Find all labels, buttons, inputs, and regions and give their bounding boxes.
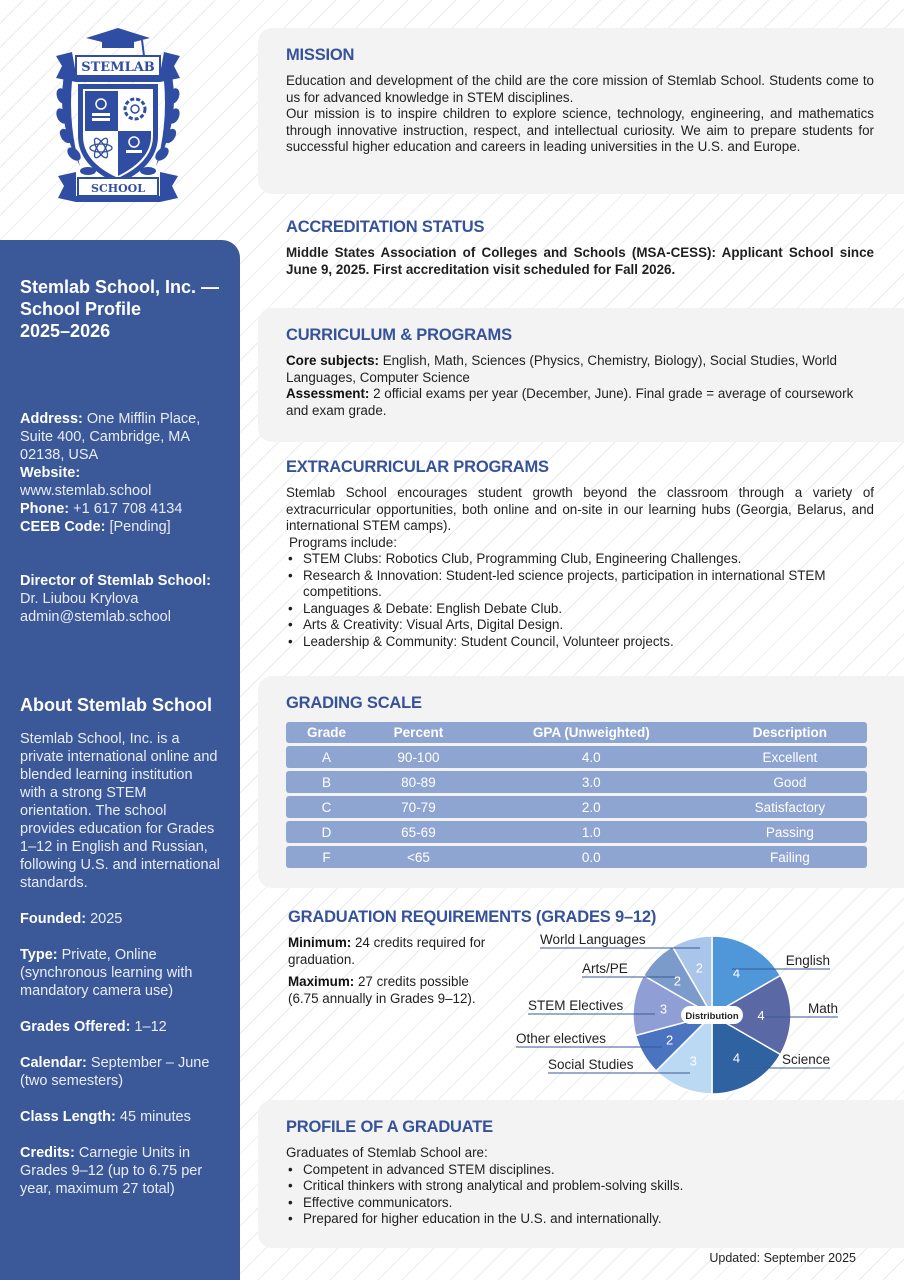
fact-value: Private, Online (synchronous learning with mandatory camera use) — [20, 947, 193, 999]
slice-category-label: Math — [807, 1001, 838, 1016]
assessment-label: Assessment: — [286, 386, 370, 401]
table-cell: 70-79 — [367, 796, 470, 818]
extracurricular-section — [258, 440, 904, 665]
max-value: 27 credits possible (6.75 annually in Grades 9–12). — [288, 974, 476, 1006]
contact-info — [20, 410, 220, 536]
logo-bottom-text: SCHOOL — [91, 182, 145, 195]
fact-label: Class Length: — [20, 1109, 116, 1125]
graduate-profile-section — [258, 1100, 904, 1248]
ceeb-code — [20, 518, 220, 536]
school-logo — [50, 26, 186, 206]
phone-value: +1 617 708 4134 — [73, 501, 183, 517]
min-credits — [288, 935, 488, 968]
section-title: MISSION — [286, 46, 355, 64]
core-value: English, Math, Sciences (Physics, Chemistry, Biology), Social Studies, World Languages, Computer Science — [286, 353, 837, 385]
slice-value-label: 4 — [757, 1008, 765, 1023]
min-label: Minimum: — [288, 935, 352, 950]
profile-title — [20, 276, 220, 342]
fact-item — [20, 1108, 220, 1126]
slice-category-label: English — [785, 953, 830, 968]
section-title: PROFILE OF A GRADUATE — [286, 1118, 493, 1136]
slice-category-label: Social Studies — [548, 1057, 634, 1072]
table-cell: Satisfactory — [713, 796, 867, 818]
table-row — [286, 821, 867, 843]
min-value: 24 credits required for graduation. — [288, 935, 486, 967]
director-info — [20, 572, 220, 626]
list-item: • Research & Innovation: Student-led science projects, participation in international STEM competitions. — [286, 568, 874, 601]
fact-value: Carnegie Units in Grades 9–12 (up to 6.75 per year, maximum 27 total) — [20, 1145, 203, 1197]
address-label: Address: — [20, 411, 83, 427]
section-title: CURRICULUM & PROGRAMS — [286, 326, 512, 344]
table-cell: Good — [713, 771, 867, 793]
phone — [20, 500, 220, 518]
title-line: School Profile — [20, 299, 142, 319]
list-item: • Arts & Creativity: Visual Arts, Digital Design. — [286, 617, 874, 634]
fact-value: September – June (two semesters) — [20, 1055, 210, 1089]
table-row — [286, 771, 867, 793]
about-title: About Stemlab School — [20, 695, 213, 715]
table-cell: 4.0 — [470, 746, 713, 768]
updated-date: Updated: September 2025 — [709, 1251, 856, 1265]
grading-section — [258, 676, 904, 888]
programs-label: Programs include: — [289, 534, 397, 550]
fact-label: Credits: — [20, 1145, 75, 1161]
column-header: GPA (Unweighted) — [470, 722, 713, 743]
table-cell: B — [286, 771, 367, 793]
slice-category-label: STEM Electives — [528, 998, 624, 1013]
table-cell: 1.0 — [470, 821, 713, 843]
fact-value: 2025 — [90, 911, 123, 927]
mission-paragraph: Education and development of the child are the core mission of Stemlab School. Students come to us for advanced knowledge in STEM disciplines. — [286, 73, 874, 105]
fact-item — [20, 1018, 220, 1036]
table-row — [286, 796, 867, 818]
extracurricular-intro: Stemlab School encourages student growth beyond the classroom through a variety of extracurricular opportunities, both online and on-site in our learning hubs (Georgia, Belarus, and international STEM camps). — [286, 485, 874, 533]
logo-top-text: STEMLAB — [81, 60, 155, 75]
list-item: • Effective communicators. — [286, 1195, 874, 1212]
accreditation-text: Middle States Association of Colleges and Schools (MSA-CESS): Applicant School since June 9, 2025. First accreditation visit scheduled for Fall 2026. — [286, 245, 874, 277]
list-item: • Competent in advanced STEM disciplines. — [286, 1162, 874, 1179]
max-label: Maximum: — [288, 974, 355, 989]
fact-label: Calendar: — [20, 1055, 87, 1071]
about-text: Stemlab School, Inc. is a private international online and blended learning institution with a strong STEM orientation. The school provides education for Grades 1–12 in English and Russian, following U.S. and international standards. — [20, 731, 220, 891]
credits-pie-chart — [500, 925, 860, 1100]
table-cell: 65-69 — [367, 821, 470, 843]
title-line: Stemlab School, Inc. — — [20, 277, 220, 297]
profile-intro: Graduates of Stemlab School are: — [286, 1145, 488, 1160]
accreditation-section — [258, 200, 904, 300]
slice-category-label: Other electives — [516, 1031, 607, 1046]
slice-value-label: 4 — [732, 965, 741, 981]
table-row — [286, 746, 867, 768]
mission-paragraph: Our mission is to inspire children to explore science, technology, engineering, and mathematics through innovative instruction, respect, and intellectual curiosity. We aim to prepare students for successful higher education and careers in leading universities in the U.S. and Europe. — [286, 106, 874, 154]
section-title: ACCREDITATION STATUS — [286, 218, 485, 236]
fact-label: Founded: — [20, 911, 87, 927]
slice-value-label: 2 — [673, 973, 681, 989]
fact-item — [20, 946, 220, 1000]
table-cell: C — [286, 796, 367, 818]
column-header: Description — [713, 722, 867, 743]
chart-center-label: Distribution — [685, 1011, 739, 1022]
table-cell: 90-100 — [367, 746, 470, 768]
slice-category-label: World Languages — [540, 932, 646, 947]
slice-category-label: Arts/PE — [582, 961, 628, 976]
list-item: • Critical thinkers with strong analytical and problem-solving skills. — [286, 1178, 874, 1195]
column-header: Grade — [286, 722, 367, 743]
list-item: • Leadership & Community: Student Council, Volunteer projects. — [286, 634, 874, 651]
assessment — [286, 386, 874, 419]
table-row — [286, 846, 867, 868]
fact-value: 1–12 — [134, 1019, 167, 1035]
table-cell: A — [286, 746, 367, 768]
phone-label: Phone: — [20, 501, 70, 517]
table-cell: F — [286, 846, 367, 868]
sidebar — [0, 240, 240, 1280]
director-email[interactable]: admin@stemlab.school — [20, 609, 171, 625]
ceeb-value: [Pending] — [109, 519, 171, 535]
grading-table — [286, 719, 867, 871]
director-name: Dr. Liubou Krylova — [20, 591, 139, 607]
fact-value: 45 minutes — [119, 1109, 191, 1125]
table-cell: Failing — [713, 846, 867, 868]
column-header: Percent — [367, 722, 470, 743]
title-line: 2025–2026 — [20, 321, 111, 341]
slice-value-label: 2 — [695, 960, 703, 976]
fact-item — [20, 1054, 220, 1090]
core-subjects — [286, 353, 874, 386]
slice-category-label: Science — [781, 1052, 830, 1067]
slice-value-label: 3 — [689, 1053, 697, 1069]
slice-value-label: 2 — [665, 1032, 674, 1048]
website — [20, 464, 220, 500]
director-label: Director of Stemlab School: — [20, 573, 211, 589]
fact-item — [20, 910, 220, 928]
list-item: • STEM Clubs: Robotics Club, Programming Club, Engineering Challenges. — [286, 551, 874, 568]
slice-value-label: 3 — [659, 1001, 668, 1017]
section-title: GRADING SCALE — [286, 694, 422, 712]
mission-section — [258, 28, 904, 194]
slice-value-label: 4 — [732, 1050, 741, 1066]
section-title: GRADUATION REQUIREMENTS (GRADES 9–12) — [288, 908, 657, 926]
fact-item — [20, 1144, 220, 1198]
address — [20, 410, 220, 464]
table-cell: 0.0 — [470, 846, 713, 868]
ceeb-label: CEEB Code: — [20, 519, 106, 535]
facts-list — [20, 910, 220, 1198]
table-cell: D — [286, 821, 367, 843]
section-title: EXTRACURRICULAR PROGRAMS — [286, 458, 549, 476]
table-cell: 80-89 — [367, 771, 470, 793]
table-cell: 2.0 — [470, 796, 713, 818]
address-value: One Mifflin Place, Suite 400, Cambridge, MA 02138, USA — [20, 411, 201, 463]
website-label: Website: — [20, 465, 81, 481]
programs-list — [286, 551, 874, 650]
core-label: Core subjects: — [286, 353, 380, 368]
max-credits — [288, 974, 488, 1007]
table-cell: Passing — [713, 821, 867, 843]
profile-list — [286, 1162, 874, 1228]
table-cell: Excellent — [713, 746, 867, 768]
fact-label: Grades Offered: — [20, 1019, 131, 1035]
website-link[interactable]: www.stemlab.school — [20, 483, 152, 499]
table-cell: <65 — [367, 846, 470, 868]
assessment-value: 2 official exams per year (December, June). Final grade = average of coursework and exam grade. — [286, 386, 854, 418]
graduation-cap-icon — [86, 28, 150, 56]
list-item: • Prepared for higher education in the U.S. and internationally. — [286, 1211, 874, 1228]
table-cell: 3.0 — [470, 771, 713, 793]
list-item: • Languages & Debate: English Debate Club. — [286, 601, 874, 618]
fact-label: Type: — [20, 947, 58, 963]
table-header-row — [286, 722, 867, 743]
curriculum-section — [258, 308, 904, 442]
